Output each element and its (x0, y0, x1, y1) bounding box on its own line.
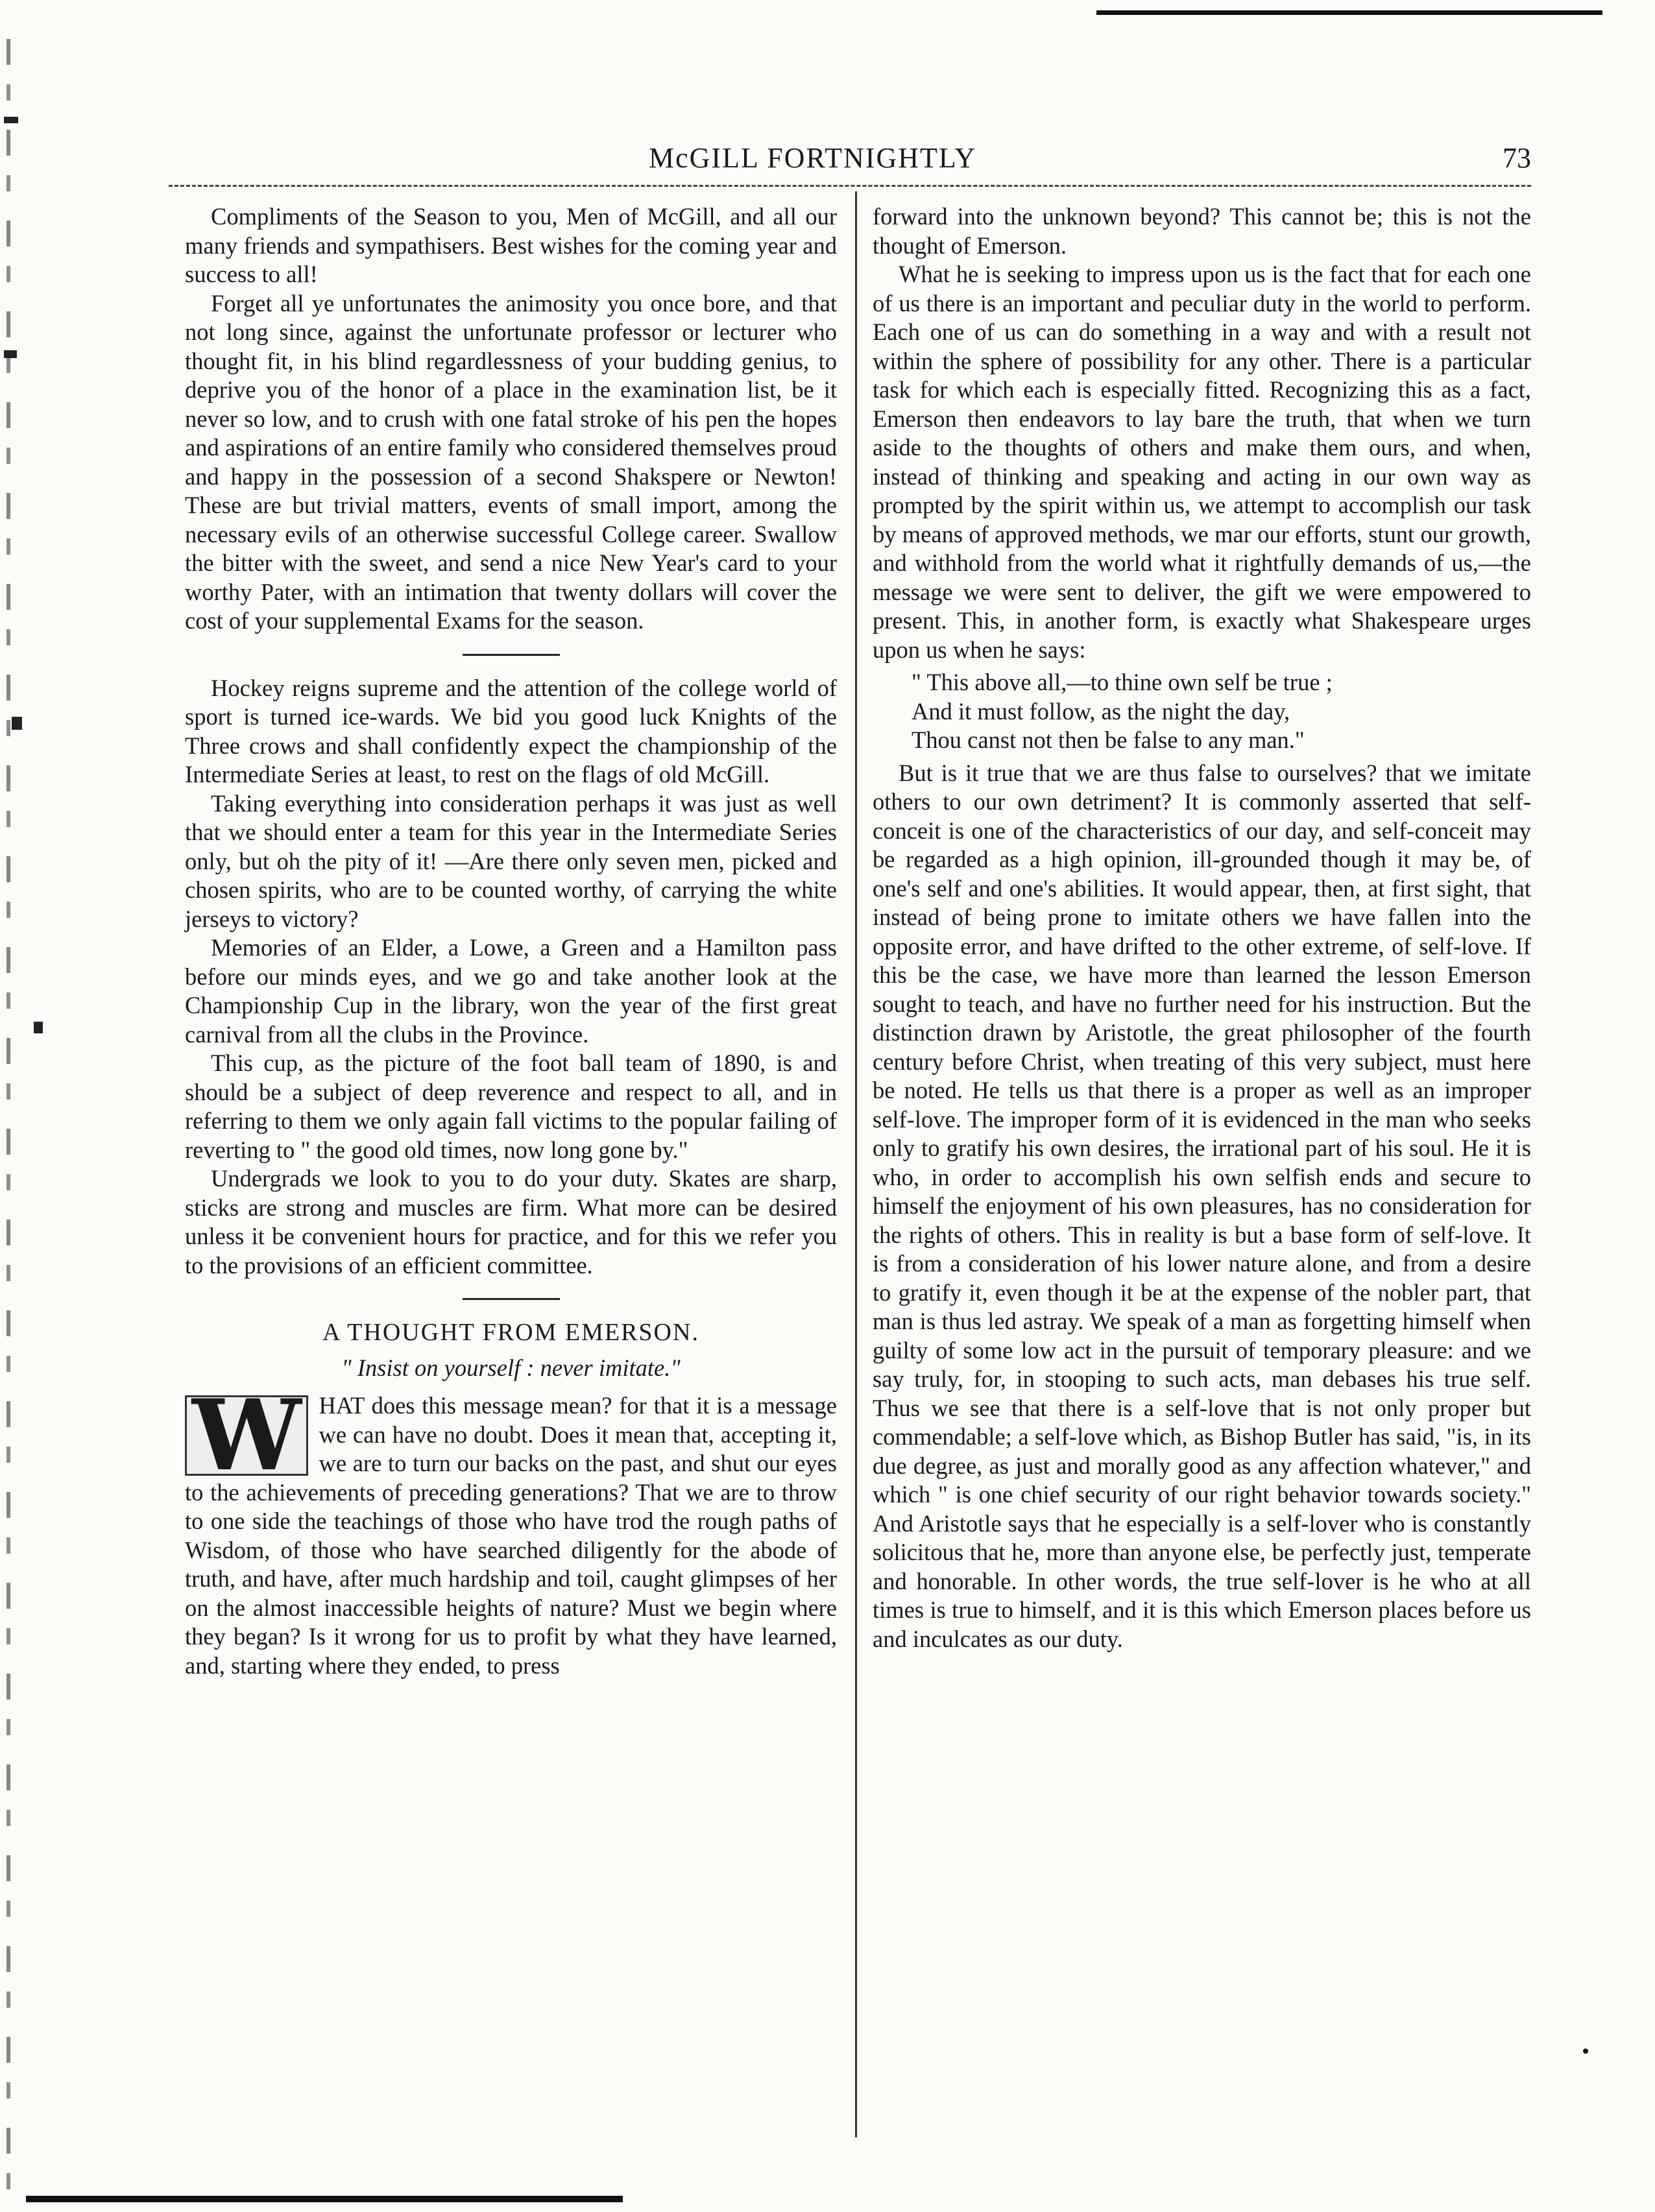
quote-line: Thou canst not then be false to any man." (912, 727, 1305, 753)
editorial-paragraph: Undergrads we look to you to do your duty. Skates are sharp, sticks are strong and muscles are firm. What more can be desired unless it be convenient hours for practice, and for this we refer you to the provisions of an efficient committee. (185, 1165, 837, 1279)
page-number: 73 (1503, 142, 1531, 174)
binding-edge (6, 39, 10, 2199)
page-header (169, 141, 1531, 187)
quote-line: " This above all,—to thine own self be true ; (912, 669, 1333, 695)
top-edge-rule (1096, 10, 1602, 15)
article-first-paragraph-text: HAT does this message mean? for that it is a message we can have no doubt. Does it mean that, accepting it, we are to turn our backs on the past, and shut our eyes to the achievements of preceding generations? That we are to throw to one side the teachings of those who have trod the rough paths of Wisdom, of those who have searched diligently for the abode of truth, and have, after much hardship and toil, caught glimpses of her on the almost inaccessible heights of nature? Must we begin where they began? Is it wrong for us to profit by what they have learned, and, starting where they ended, to press (185, 1392, 837, 1679)
left-column (185, 202, 837, 1680)
section-divider (463, 1298, 560, 1300)
binding-mark (12, 717, 22, 730)
article-paragraph: But is it true that we are thus false to ourselves? that we imitate others to our own detriment? It is commonly asserted that self-conceit is one of the characteristics of our day, and self-conceit may be regarded as a high opinion, ill-grounded though it may be, of one's self and one's abilities. It would appear, then, at first sight, that instead of being prone to imitate others we have fallen into the opposite error, and have drifted to the other extreme, of self-love. If this be the case, we have more than learned the lesson Emerson sought to teach, and have no further need for his instruction. But the distinction drawn by Aristotle, the great philosopher of the fourth century before Christ, when treating of this very subject, must here be noted. He tells us that there is a proper as well as an improper self-love. The improper form of it is evidenced in the man who seeks only to gratify his own desires, the irrational part of his soul. He it is who, in order to accomplish his own selfish ends and secure to himself the enjoyment of his own pleasures, has no consideration for the rights of others. This in reality is but a base form of self-love. It is from a consideration of his lower nature alone, and from a desire to gratify it, even though it be at the expense of the nobler part, that man is thus led astray. We speak of a man as forgetting himself when guilty of some low act in the pursuit of temporary pleasure: and we say truly, for, in stooping to such acts, man debases his true self. Thus we see that there is a self-love that is not only proper but commendable; a self-love which, as Bishop Butler has said, "is, in its due degree, as just and morally good as any affection whatever," and which " is one chief security of our right behavior towards society." And Aristotle says that he especially is a self-lover who is constantly solicitous that he, more than anyone else, be perfectly just, temperate and honorable. In other words, the true self-lover is he who at all times is true to himself, and it is this which Emerson places before us and inculcates as our duty. (873, 759, 1531, 1652)
editorial-paragraph: Hockey reigns supreme and the attention of the college world of sport is turned ice-wards. We bid you good luck Knights of the Three crows and shall confidently expect the championship of the Intermediate Series at least, to rest on the flags of old McGill. (185, 674, 837, 787)
shakespeare-quote (912, 668, 1531, 755)
editorial-paragraph: Taking everything into consideration perhaps it was just as well that we should enter a team for this year in the Intermediate Series only, but oh the pity of it! —Are there only seven men, picked and chosen spirits, who are to be counted worthy, of carrying the white jerseys to victory? (185, 789, 837, 932)
article-epigraph: " Insist on yourself : never imitate." (341, 1354, 681, 1381)
drop-cap: W (185, 1395, 308, 1476)
editorial-paragraph: Forget all ye unfortunates the animosity you once bore, and that not long since, against the unfortunate professor or lecturer who thought fit, in his blind regardlessness of your budding genius, to deprive you of the honor of a place in the examination list, be it never so low, and to crush with one fatal stroke of his pen the hopes and aspirations of an entire family who considered themselves proud and happy in the possession of a second Shakspere or Newton! These are but trivial matters, events of small import, among the necessary evils of an otherwise successful College career. Swallow the bitter with the sweet, and send a nice New Year's card to your worthy Pater, with an intimation that twenty dollars will cover the cost of your supplemental Exams for the season. (185, 289, 837, 634)
bottom-edge-rule (26, 2196, 623, 2202)
right-column (873, 202, 1531, 1653)
header-rule (169, 185, 1531, 187)
running-title: McGILL FORTNIGHTLY (649, 142, 977, 174)
stray-mark (1583, 2049, 1588, 2054)
column-divider (855, 191, 857, 2137)
article-first-paragraph (185, 1378, 837, 1680)
editorial-paragraph: Compliments of the Season to you, Men of McGill, and all our many friends and sympathisers. Best wishes for the coming year and success to all! (185, 203, 837, 287)
article-title: A THOUGHT FROM EMERSON. (322, 1319, 699, 1346)
binding-mark (4, 117, 18, 123)
editorial-paragraph: This cup, as the picture of the foot ball team of 1890, is and should be a subject of deep reverence and respect to all, and in referring to them we only again fall victims to the popular failing of reverting to " the good old times, now long gone by." (185, 1050, 837, 1163)
quote-line: And it must follow, as the night the day, (912, 697, 1290, 725)
binding-mark (34, 1022, 43, 1033)
editorial-paragraph: Memories of an Elder, a Lowe, a Green and a Hamilton pass before our minds eyes, and we go and take another look at the Championship Cup in the library, won the year of the first great carnival from all the clubs in the Province. (185, 934, 837, 1048)
section-divider (463, 654, 560, 656)
binding-mark (4, 350, 17, 358)
article-continuation: forward into the unknown beyond? This cannot be; this is not the thought of Emerson. (873, 203, 1531, 259)
article-paragraph: What he is seeking to impress upon us is the fact that for each one of us there is an important and peculiar duty in the world to perform. Each one of us can do something in a way and with a result not within the sphere of possibility for any other. There is a particular task for which each is especially fitted. Recognizing this as a fact, Emerson then endeavors to lay bare the truth, that when we turn aside to the thoughts of others and make them ours, and when, instead of thinking and speaking and acting in our own way as prompted by the spirit within us, we attempt to accomplish our task by means of approved methods, we mar our efforts, stunt our growth, and withhold from the world what it rightfully demands of us,—the message we were sent to deliver, the gift we were empowered to present. This, in another form, is exactly what Shakespeare urges upon us when he says: (873, 261, 1531, 663)
